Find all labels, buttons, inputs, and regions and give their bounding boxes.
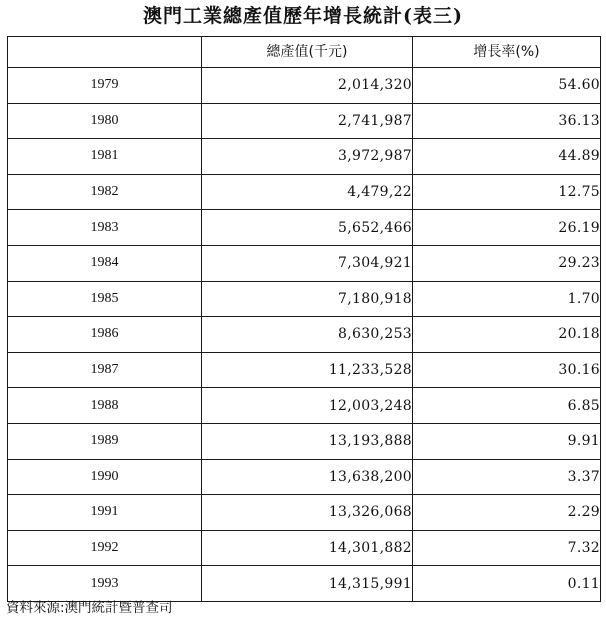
- year-cell: 1985: [8, 281, 202, 317]
- header-year: [8, 37, 202, 68]
- table-body: [8, 68, 601, 602]
- growth-rate-cell: 26.19: [413, 210, 601, 246]
- table-row: [8, 245, 601, 281]
- growth-rate-cell: 36.13: [413, 103, 601, 139]
- year-cell: 1979: [8, 68, 202, 104]
- table-row: [8, 68, 601, 104]
- total-output-cell: 11,233,528: [202, 352, 413, 388]
- table-header-row: [8, 37, 601, 68]
- total-output-cell: 14,315,991: [202, 566, 413, 602]
- table-row: [8, 210, 601, 246]
- year-cell: 1983: [8, 210, 202, 246]
- table-row: [8, 139, 601, 175]
- year-cell: 1990: [8, 459, 202, 495]
- total-output-cell: 2,741,987: [202, 103, 413, 139]
- growth-rate-cell: 1.70: [413, 281, 601, 317]
- total-output-cell: 13,326,068: [202, 495, 413, 531]
- growth-rate-cell: 7.32: [413, 530, 601, 566]
- total-output-cell: 13,193,888: [202, 423, 413, 459]
- year-cell: 1981: [8, 139, 202, 175]
- header-growth-rate: 增長率(%): [413, 37, 601, 68]
- growth-rate-cell: 30.16: [413, 352, 601, 388]
- year-cell: 1987: [8, 352, 202, 388]
- year-cell: 1980: [8, 103, 202, 139]
- year-cell: 1982: [8, 174, 202, 210]
- growth-rate-cell: 29.23: [413, 245, 601, 281]
- total-output-cell: 5,652,466: [202, 210, 413, 246]
- table-row: [8, 423, 601, 459]
- total-output-cell: 2,014,320: [202, 68, 413, 104]
- growth-rate-cell: 0.11: [413, 566, 601, 602]
- table-row: [8, 174, 601, 210]
- year-cell: 1986: [8, 317, 202, 353]
- total-output-cell: 14,301,882: [202, 530, 413, 566]
- table-row: [8, 566, 601, 602]
- table-row: [8, 352, 601, 388]
- table-row: [8, 530, 601, 566]
- statistics-table: [7, 36, 601, 602]
- table-row: [8, 281, 601, 317]
- header-total-output: 總產值(千元): [202, 37, 413, 68]
- growth-rate-cell: 54.60: [413, 68, 601, 104]
- total-output-cell: 8,630,253: [202, 317, 413, 353]
- table-row: [8, 317, 601, 353]
- growth-rate-cell: 3.37: [413, 459, 601, 495]
- total-output-cell: 3,972,987: [202, 139, 413, 175]
- table-row: [8, 459, 601, 495]
- growth-rate-cell: 6.85: [413, 388, 601, 424]
- growth-rate-cell: 12.75: [413, 174, 601, 210]
- growth-rate-cell: 44.89: [413, 139, 601, 175]
- growth-rate-cell: 9.91: [413, 423, 601, 459]
- growth-rate-cell: 20.18: [413, 317, 601, 353]
- table-row: [8, 388, 601, 424]
- year-cell: 1993: [8, 566, 202, 602]
- year-cell: 1988: [8, 388, 202, 424]
- page-title: 澳門工業總產值歷年增長統計(表三): [143, 5, 463, 27]
- growth-rate-cell: 2.29: [413, 495, 601, 531]
- total-output-cell: 12,003,248: [202, 388, 413, 424]
- table-row: [8, 495, 601, 531]
- year-cell: 1992: [8, 530, 202, 566]
- table-row: [8, 103, 601, 139]
- source-note: 資料來源:澳門統計暨普查司: [6, 600, 173, 616]
- year-cell: 1984: [8, 245, 202, 281]
- total-output-cell: 7,180,918: [202, 281, 413, 317]
- year-cell: 1991: [8, 495, 202, 531]
- total-output-cell: 4,479,22: [202, 174, 413, 210]
- total-output-cell: 7,304,921: [202, 245, 413, 281]
- total-output-cell: 13,638,200: [202, 459, 413, 495]
- year-cell: 1989: [8, 423, 202, 459]
